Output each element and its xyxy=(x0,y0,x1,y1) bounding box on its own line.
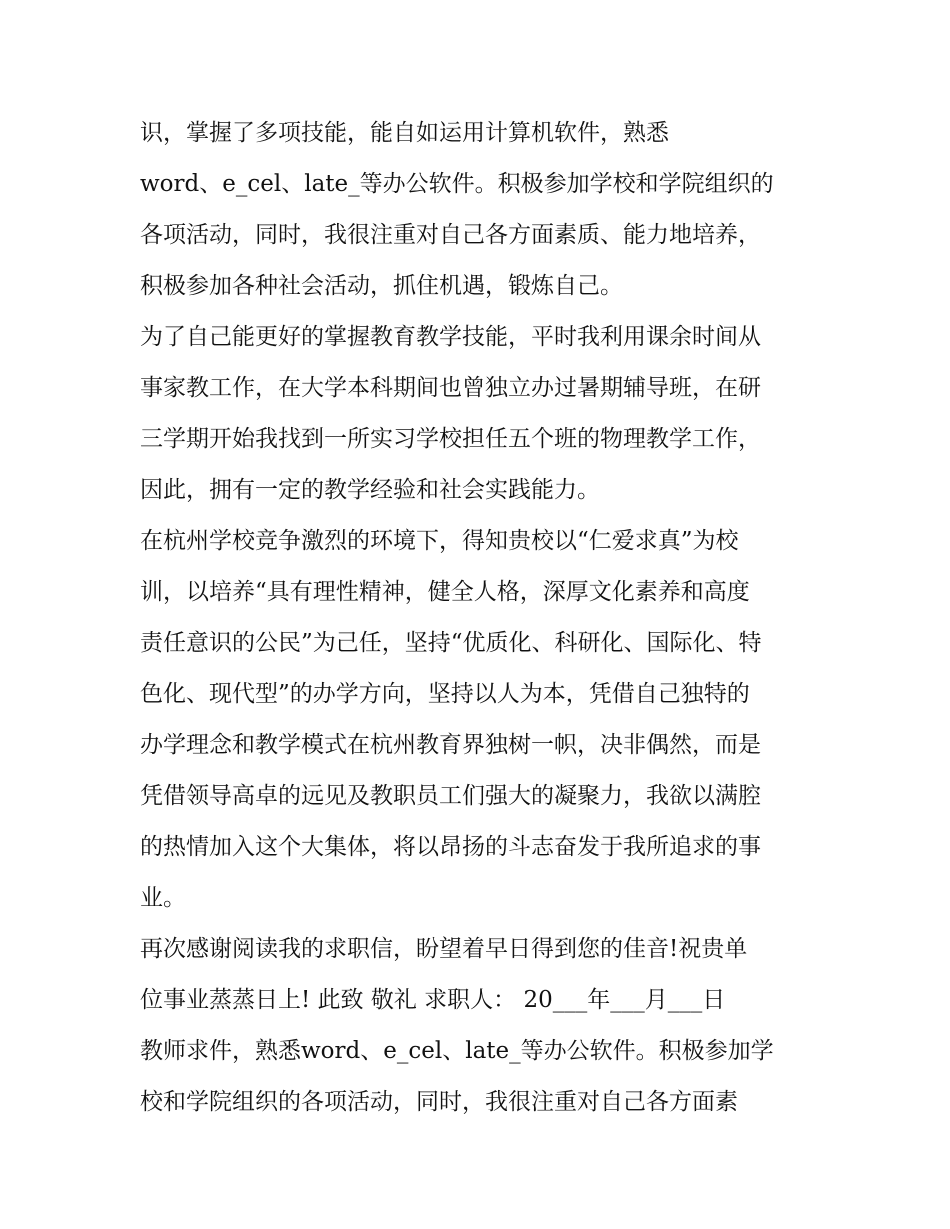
text-line: 再次感谢阅读我的求职信，盼望着早日得到您的佳音!祝贵单 xyxy=(140,936,748,962)
text-line: 因此，拥有一定的教学经验和社会实践能力。 xyxy=(140,477,600,503)
text-line: 各项活动，同时，我很注重对自己各方面素质、能力地培养， xyxy=(140,222,761,248)
text-line: 积极参加各种社会活动，抓住机遇，锻炼自己。 xyxy=(140,273,623,299)
text-line: 三学期开始我找到一所实习学校担任五个班的物理教学工作， xyxy=(140,426,761,452)
text-line: word、e_cel、late_等办公软件。积极参加学校和学院组织的 xyxy=(140,171,774,197)
text-line: 凭借领导高卓的远见及教职员工们强大的凝聚力，我欲以满腔 xyxy=(140,783,761,809)
text-line: 在杭州学校竞争激烈的环境下，得知贵校以“仁爱求真”为校 xyxy=(140,528,739,554)
text-line: 识，掌握了多项技能，能自如运用计算机软件，熟悉 xyxy=(140,120,669,146)
text-line: 为了自己能更好的掌握教育教学技能，平时我利用课余时间从 xyxy=(140,324,761,350)
text-line: 位事业蒸蒸日上! 此致 敬礼 求职人： 20___年___月___日 xyxy=(140,987,726,1013)
text-line: 校和学院组织的各项活动，同时，我很注重对自己各方面素 xyxy=(140,1089,738,1115)
text-line: 办学理念和教学模式在杭州教育界独树一帜，决非偶然，而是 xyxy=(140,732,761,758)
text-line: 事家教工作，在大学本科期间也曾独立办过暑期辅导班，在研 xyxy=(140,375,761,401)
letter-body xyxy=(140,108,820,1128)
text-line: 责任意识的公民”为己任，坚持“优质化、科研化、国际化、特 xyxy=(140,630,762,656)
text-line: 色化、现代型”的办学方向，坚持以人为本，凭借自己独特的 xyxy=(140,681,750,707)
text-line: 训，以培养“具有理性精神，健全人格，深厚文化素养和高度 xyxy=(140,579,750,605)
text-line: 教师求件，熟悉word、e_cel、late_等办公软件。积极参加学 xyxy=(140,1038,774,1064)
text-line: 业。 xyxy=(140,885,186,911)
text-line: 的热情加入这个大集体，将以昂扬的斗志奋发于我所追求的事 xyxy=(140,834,761,860)
